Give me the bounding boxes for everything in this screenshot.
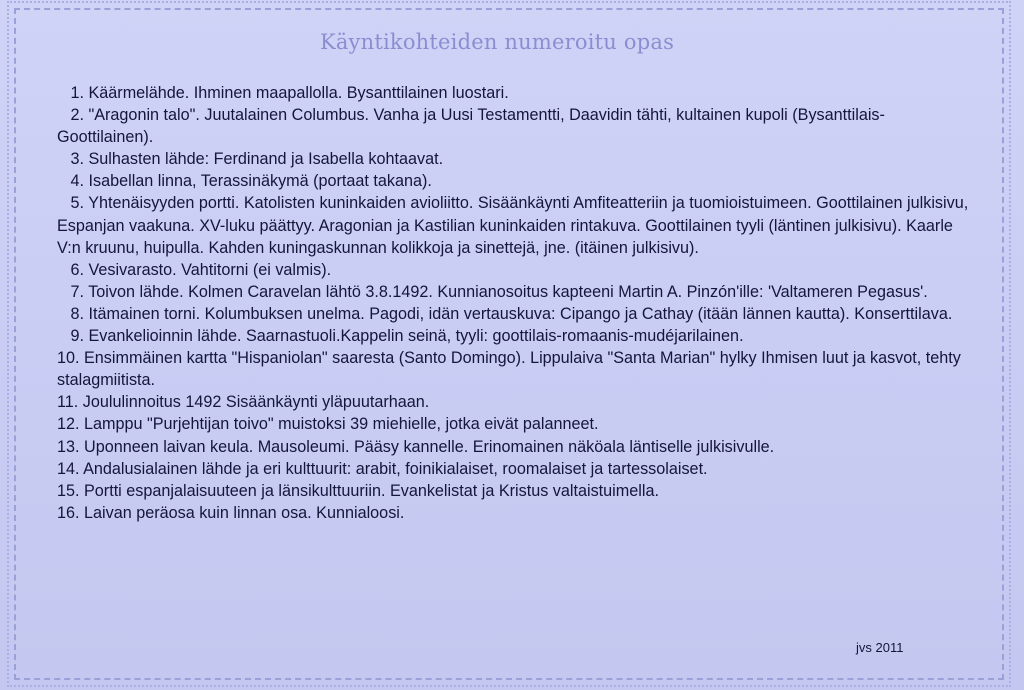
guide-item-14: 14. Andalusialainen lähde ja eri kulttuurit: arabit, foinikialaiset, roomalaiset ja tartessolaiset. bbox=[57, 459, 708, 478]
guide-item-8: 8. Itämainen torni. Kolumbuksen unelma. Pagodi, idän vertauskuva: Cipango ja Cathay (itään lännen kautta). Konserttilava. bbox=[57, 304, 953, 323]
guide-item-12: 12. Lamppu "Purjehtijan toivo" muistoksi 39 miehielle, jotka eivät palanneet. bbox=[57, 415, 599, 434]
guide-item-2: 2. "Aragonin talo". Juutalainen Columbus. Vanha ja Uusi Testamentti, Daavidin tähti, kultainen kupoli (Bysanttilais-Goottilainen). bbox=[57, 106, 885, 147]
guide-item-6: 6. Vesivarasto. Vahtitorni (ei valmis). bbox=[57, 260, 332, 279]
signature: jvs 2011 bbox=[856, 640, 904, 655]
guide-item-1: 1. Käärmelähde. Ihminen maapallolla. Bysanttilainen luostari. bbox=[57, 84, 509, 102]
guide-item-13: 13. Uponneen laivan keula. Mausoleumi. Pääsy kannelle. Erinomainen näköala läntiselle julkisivulle. bbox=[57, 437, 775, 456]
guide-list bbox=[57, 82, 977, 524]
guide-item-16: 16. Laivan peräosa kuin linnan osa. Kunnialoosi. bbox=[57, 503, 405, 522]
guide-item-10: 10. Ensimmäinen kartta "Hispaniolan" saaresta (Santo Domingo). Lippulaiva "Santa Marian" hylky Ihmisen luut ja kasvot, tehty stalagmiitista. bbox=[57, 349, 966, 390]
guide-item-5: 5. Yhtenäisyyden portti. Katolisten kuninkaiden avioliitto. Sisäänkäynti Amfiteatteriin ja tuomioistuimeen. Goottilainen julkisivu, Espanjan vaakuna. XV-luku päättyy. Aragonian ja Kastilian kuninkaiden rintakuva. Goottilainen tyyli (läntinen julkisivu). Kaarle V:n kruunu, huipulla. Kahden kuningaskunnan kolikkoja ja sinettejä, jne. (itäinen julkisivu). bbox=[57, 194, 978, 257]
guide-item-3: 3. Sulhasten lähde: Ferdinand ja Isabella kohtaavat. bbox=[57, 150, 444, 169]
guide-item-15: 15. Portti espanjalaisuuteen ja länsikulttuuriin. Evankelistat ja Kristus valtaistuimella. bbox=[57, 481, 659, 500]
page-title: Käyntikohteiden numeroitu opas bbox=[319, 30, 675, 54]
guide-item-11: 11. Joululinnoitus 1492 Sisäänkäynti yläpuutarhaan. bbox=[57, 393, 430, 412]
guide-item-7: 7. Toivon lähde. Kolmen Caravelan lähtö 3.8.1492. Kunnianosoitus kapteeni Martin A. Pinzón'ille: 'Valtameren Pegasus'. bbox=[57, 282, 928, 301]
guide-item-4: 4. Isabellan linna, Terassinäkymä (portaat takana). bbox=[57, 172, 432, 191]
guide-item-9: 9. Evankelioinnin lähde. Saarnastuoli.Kappelin seinä, tyyli: goottilais-romaanis-mudéjarilainen. bbox=[57, 327, 744, 346]
